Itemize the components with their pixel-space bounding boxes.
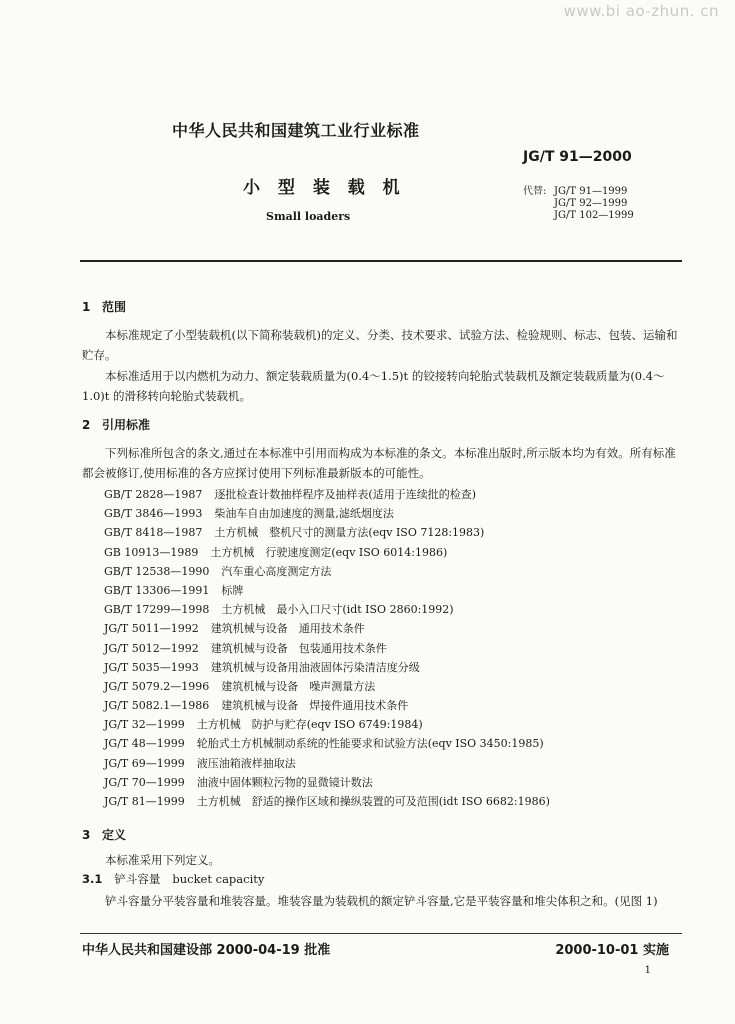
reference-code: JG/T 69—1999: [104, 756, 185, 770]
reference-item: [104, 658, 550, 677]
header-divider: [80, 260, 682, 262]
reference-code: JG/T 5035—1993: [104, 660, 199, 674]
reference-title: 建筑机械与设备 焊接件通用技术条件: [221, 699, 409, 713]
reference-title: 建筑机械与设备 噪声测量方法: [221, 679, 376, 693]
document-title-cn: 小 型 装 载 机: [243, 178, 406, 198]
definition-text: 铲斗容量分平装容量和堆装容量。堆装容量为装载机的额定铲斗容量,它是平装容量和堆尖体积之和。(见图 1): [105, 894, 658, 908]
reference-code: JG/T 5079.2—1996: [104, 679, 210, 693]
standard-number: JG/T 91—2000: [523, 149, 632, 165]
reference-title: 柴油车自由加速度的测量,滤纸烟度法: [214, 507, 394, 521]
reference-title: 土方机械 整机尺寸的测量方法(eqv ISO 7128:1983): [214, 526, 485, 540]
reference-code: JG/T 5012—1992: [104, 641, 199, 655]
reference-code: GB/T 17299—1998: [104, 603, 210, 617]
approval-line: 中华人民共和国建设部 2000-04-19 批准: [82, 943, 331, 958]
section-3-paragraph-1: 本标准采用下列定义。: [105, 853, 220, 867]
reference-item: [104, 715, 550, 734]
section-1-paragraph-1: 本标准规定了小型装载机(以下简称装载机)的定义、分类、技术要求、试验方法、检验规则、标志、包装、运输和贮存。: [82, 328, 678, 362]
reference-title: 建筑机械与设备用油液固体污染清洁度分级: [210, 660, 420, 674]
reference-code: GB/T 13306—1991: [104, 583, 210, 597]
section-2-heading: [82, 416, 150, 433]
reference-item: [104, 485, 550, 504]
section-2-paragraph-1: 下列标准所包含的条文,通过在本标准中引用而构成为本标准的条文。本标准出版时,所示版本均为有效。所有标准都会被修订,使用标准的各方应探讨使用下列标准最新版本的可能性。: [82, 446, 676, 480]
reference-item: [104, 677, 550, 696]
reference-item: [104, 523, 550, 542]
reference-title: 液压油箱液样抽取法: [196, 756, 296, 770]
reference-code: JG/T 81—1999: [104, 795, 185, 808]
replaced-standard: JG/T 91—1999: [554, 186, 628, 197]
reference-item: [104, 543, 550, 562]
section-3-heading: [82, 826, 126, 843]
replaces-block: [523, 186, 634, 222]
reference-item: [104, 773, 550, 792]
reference-item: [104, 696, 550, 715]
page-number: 1: [644, 965, 651, 976]
reference-code: GB 10913—1989: [104, 545, 199, 559]
reference-item: [104, 562, 550, 581]
reference-item: [104, 754, 550, 773]
reference-code: GB/T 8418—1987: [104, 526, 203, 540]
reference-title: 建筑机械与设备 包装通用技术条件: [210, 641, 387, 655]
reference-title: 土方机械 最小入口尺寸(idt ISO 2860:1992): [221, 603, 454, 617]
replaces-label: 代替:: [523, 186, 547, 197]
term-cn: 铲斗容量: [114, 872, 161, 886]
footer-divider: [80, 933, 682, 934]
clause-number: 3.1: [82, 872, 103, 886]
definition-term: [82, 871, 264, 887]
section-number: 2: [82, 418, 91, 432]
reference-code: GB/T 2828—1987: [104, 488, 203, 501]
normative-references-list: [104, 485, 550, 811]
section-number: 3: [82, 828, 91, 842]
reference-code: GB/T 3846—1993: [104, 507, 203, 521]
section-1-paragraph-2: 本标准适用于以内燃机为动力、额定装载质量为(0.4～1.5)t 的铰接转向轮胎式装载机及额定装载质量为(0.4～1.0)t 的滑移转向轮胎式装载机。: [82, 369, 665, 403]
reference-title: 逐批检查计数抽样程序及抽样表(适用于连续批的检查): [214, 488, 476, 501]
term-en: bucket capacity: [172, 872, 265, 886]
reference-item: [104, 792, 550, 811]
reference-title: 建筑机械与设备 通用技术条件: [210, 622, 365, 636]
section-1-heading: [82, 298, 126, 315]
reference-code: JG/T 70—1999: [104, 775, 185, 789]
reference-item: [104, 734, 550, 753]
reference-title: 汽车重心高度测定方法: [221, 564, 332, 578]
section-title: 定义: [102, 828, 127, 842]
reference-code: JG/T 48—1999: [104, 737, 185, 751]
watermark-text: www.bi ao-zhun. cn: [563, 2, 719, 20]
reference-item: [104, 581, 550, 600]
reference-title: 土方机械 行驶速度测定(eqv ISO 6014:1986): [210, 545, 448, 559]
reference-title: 土方机械 防护与贮存(eqv ISO 6749:1984): [196, 718, 423, 732]
reference-code: JG/T 5011—1992: [104, 622, 199, 636]
reference-title: 标牌: [221, 583, 244, 597]
reference-title: 土方机械 舒适的操作区域和操纵装置的可及范围(idt ISO 6682:1986): [196, 795, 550, 808]
section-title: 引用标准: [102, 418, 151, 432]
reference-code: GB/T 12538—1990: [104, 564, 210, 578]
reference-title: 油液中固体颗粒污物的显微镜计数法: [196, 775, 373, 789]
reference-item: [104, 600, 550, 619]
effective-date: 2000-10-01 实施: [555, 943, 669, 958]
replaced-standard: JG/T 92—1999: [554, 198, 628, 209]
reference-title: 轮胎式土方机械制动系统的性能要求和试验方法(eqv ISO 3450:1985): [196, 737, 544, 751]
reference-item: [104, 504, 550, 523]
section-number: 1: [82, 300, 91, 314]
reference-item: [104, 639, 550, 658]
replaced-standard: JG/T 102—1999: [554, 210, 634, 221]
document-title-en: Small loaders: [266, 210, 351, 223]
reference-code: JG/T 5082.1—1986: [104, 699, 210, 713]
reference-item: [104, 619, 550, 638]
issuing-authority-title: 中华人民共和国建筑工业行业标准: [172, 121, 420, 140]
section-title: 范围: [102, 300, 127, 314]
reference-code: JG/T 32—1999: [104, 718, 185, 732]
